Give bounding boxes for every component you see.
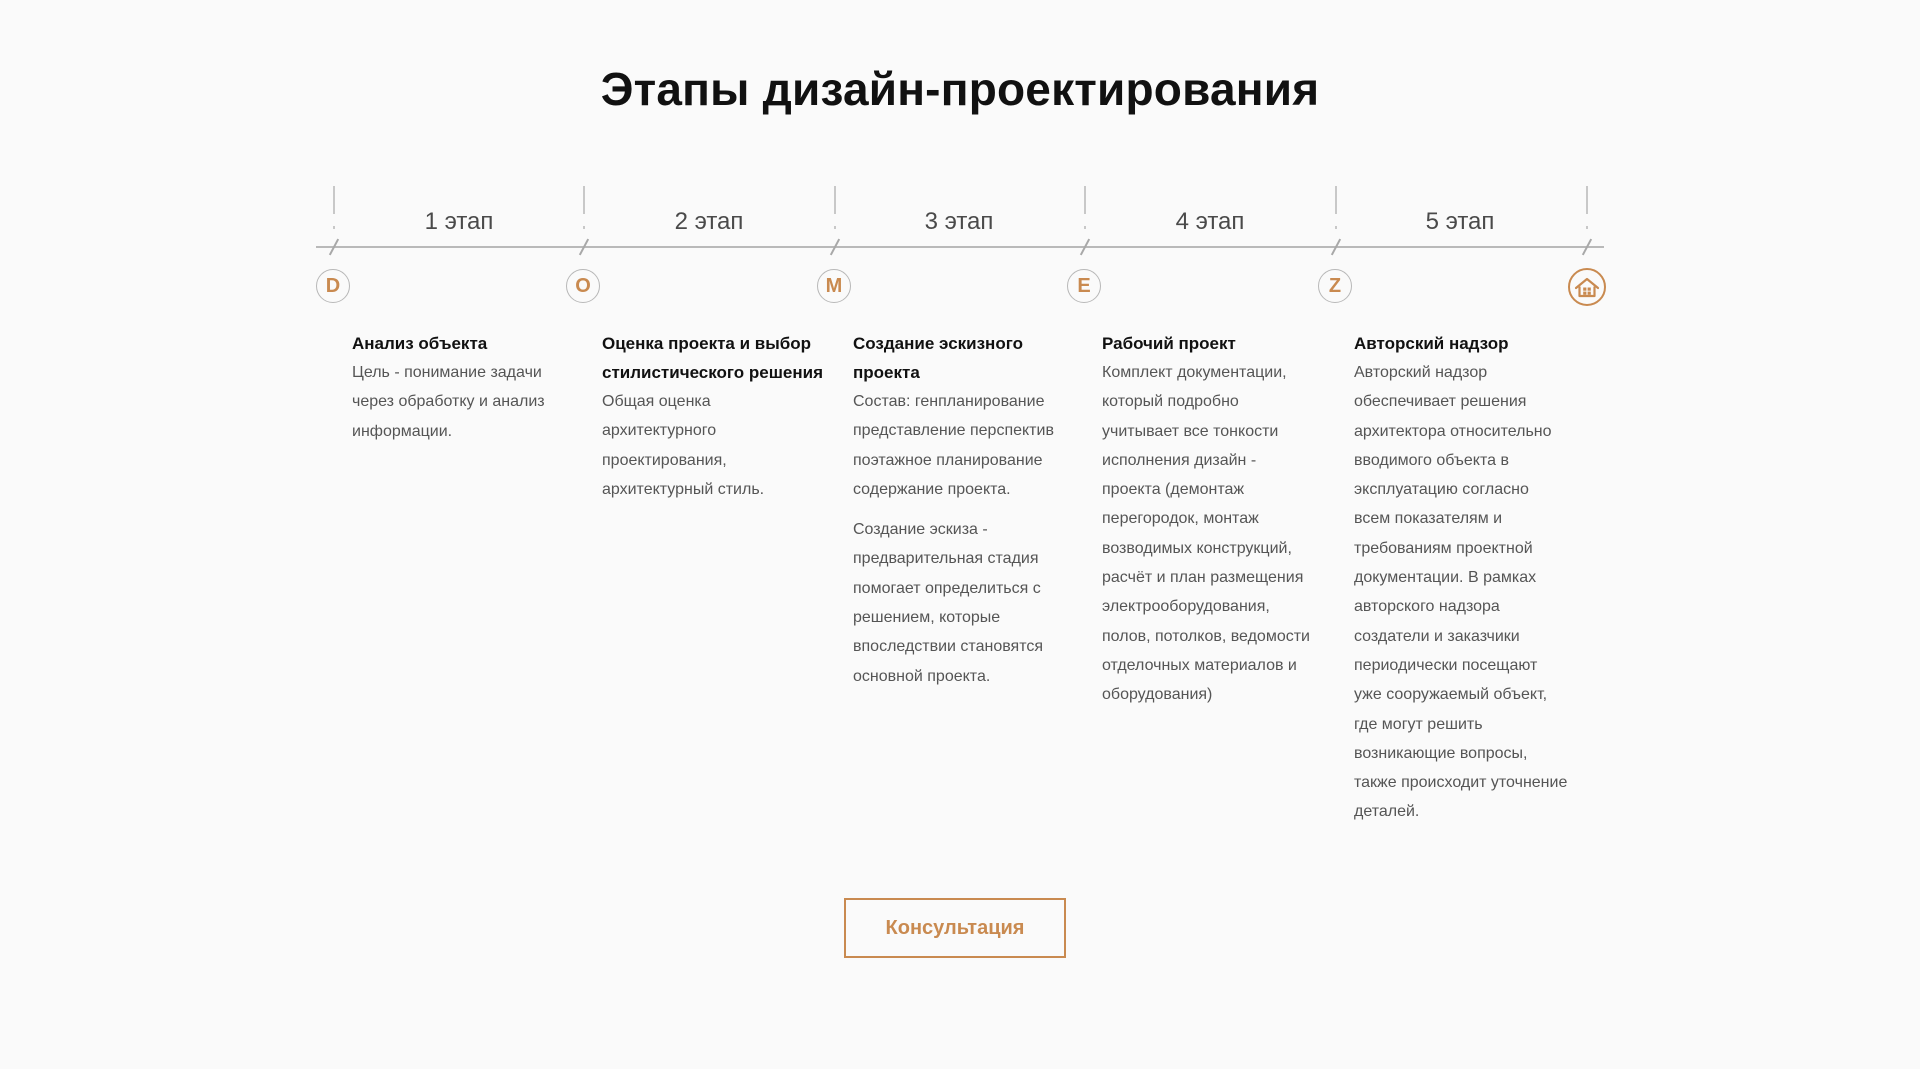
step-title: Авторский надзор [1354, 334, 1509, 353]
step-text: Авторский надзор обеспечивает решения архитектора относительно вводимого объекта в эксплуатацию согласно всем показателям и требованиям проектной документации. В рамках авторского надзора создатели и заказчики периодически посещают уже сооружаемый объект, где могут решить возникающие вопросы, также происходит уточнение деталей. [1354, 364, 1568, 821]
step-working-project [1102, 329, 1316, 710]
stage-marker-e: E [1067, 269, 1101, 303]
timeline-axis [316, 246, 1604, 248]
step-title: Рабочий проект [1102, 334, 1236, 353]
timeline-tick [1586, 186, 1588, 214]
stage-label-3: 3 этап [924, 208, 994, 235]
stages-timeline [0, 0, 1920, 320]
stage-marker-o: O [566, 269, 600, 303]
stage-marker-z: Z [1318, 269, 1352, 303]
step-title: Оценка проекта и выбор стилистического решения [602, 334, 823, 382]
step-supervision [1354, 329, 1568, 827]
step-text: Создание эскиза - предварительная стадия помогает определиться с решением, которые впоследствии становятся основной проекта. [853, 521, 1044, 685]
stage-label-1: 1 этап [424, 208, 494, 235]
stage-marker-m: M [817, 269, 851, 303]
step-text: Комплект документации, который подробно учитывает все тонкости исполнения дизайн - проекта (демонтаж перегородок, монтаж возводимых конструкций, расчёт и план размещения электрооборудования, полов, потолков, ведомости отделочных материалов и оборудования) [1102, 364, 1310, 704]
timeline-tick-dot [1586, 226, 1588, 229]
stage-label-5: 5 этап [1425, 208, 1495, 235]
stage-label-4: 4 этап [1175, 208, 1245, 235]
step-title: Анализ объекта [352, 334, 488, 353]
step-sketch [853, 329, 1065, 691]
stage-label-2: 2 этап [674, 208, 744, 235]
page-title: Этапы дизайн-проектирования [600, 63, 1320, 115]
stage-marker-d: D [316, 269, 350, 303]
consultation-button[interactable]: Консультация [844, 898, 1066, 958]
step-text: Цель - понимание задачи через обработку и анализ информации. [352, 364, 545, 440]
step-text: Общая оценка архитектурного проектирования, архитектурный стиль. [602, 393, 765, 498]
step-evaluation [602, 329, 828, 504]
step-analysis [352, 329, 564, 446]
home-icon [1568, 268, 1606, 306]
step-title: Создание эскизного проекта [853, 334, 1023, 382]
step-text: Состав: генпланирование представление перспектив поэтажное планирование содержание проекта. [853, 393, 1054, 498]
